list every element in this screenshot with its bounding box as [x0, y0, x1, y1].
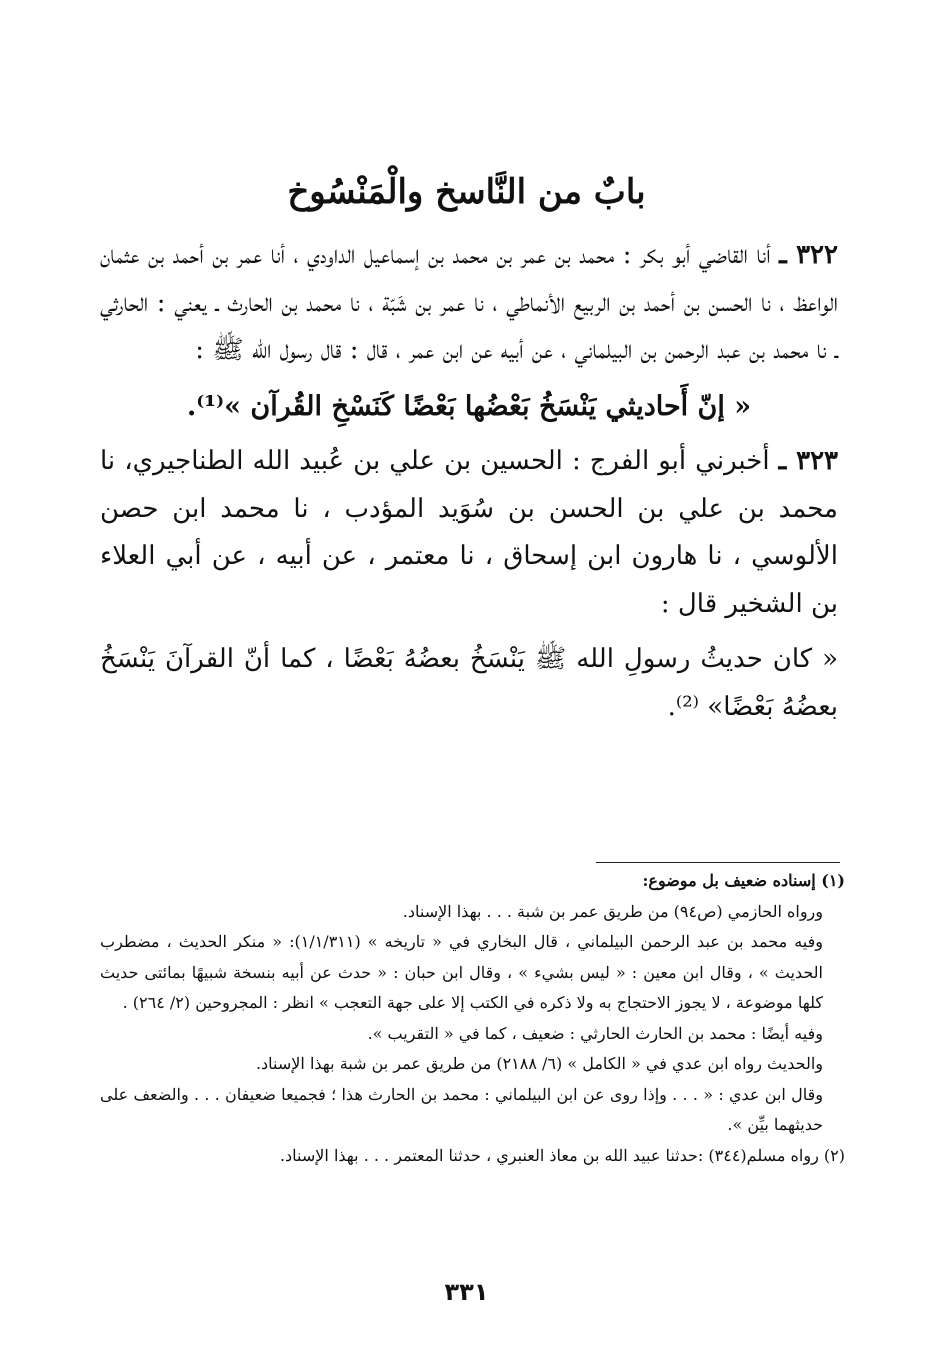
main-text	[100, 232, 838, 731]
spacer	[100, 628, 838, 636]
footnote-divider	[596, 862, 840, 863]
spacer	[100, 430, 838, 438]
footnote-1-line: ورواه الحازمي (ص٩٤) من طريق عمر بن شبة . . . بهذا الإسناد.	[402, 901, 823, 921]
footnote-1-line: وفيه أيضًا : محمد بن الحارث الحارثي : ضعيف ، كما في « التقريب ».	[367, 1023, 823, 1043]
spacer	[100, 375, 838, 383]
footnote-1-heading: (١) إسناده ضعيف بل موضوع:	[642, 871, 845, 890]
page-number: ٣٣١	[444, 1278, 489, 1306]
hadith-322-quote: « إنّ أَحاديثي يَنْسَخُ بَعْضُها بَعْضًا كَنَسْخِ القُرآن »⁽¹⁾.	[186, 390, 752, 422]
footnote-1-line: وقال ابن عدي : « . . . وإذا روى عن ابن البيلماني : محمد بن الحارث هذا ؛ فجميعا ضعيفان . . . والضعف على حديثهما بيِّن ».	[100, 1084, 823, 1134]
hadith-323-number: ٣٢٣ ـ	[778, 446, 839, 476]
hadith-323-paragraph	[100, 438, 838, 628]
footnote-1-line: وفيه محمد بن عبد الرحمن البيلماني ، قال البخاري في « تاريخه » (١/١/٣١١): « منكر الحديث ، مضطرب الحديث » ، وقال ابن معين : « ليس بشيء » ، وقال ابن حبان : « حدث عن أبيه بنسخة شبيهًا بمائتى حديث كلها موضوعة ، لا يجوز الاحتجاج به ولا ذكره في الكتب إلا على جهة التعجب » انظر : المجروحين (٢/ ٢٦٤) .	[100, 932, 824, 1012]
hadith-323-quote: « كان حديثُ رسولِ الله ﷺ يَنْسَخُ بعضُهُ بَعْضًا ، كما أنّ القرآنَ يَنْسَخُ بعضُهُ بَعْضًا» ⁽²⁾.	[100, 644, 838, 722]
footnotes	[100, 866, 845, 1171]
hadith-322-number: ٣٢٢ ـ	[779, 240, 838, 270]
chapter-title: بابٌ من النَّاسخ والْمَنْسُوخ	[287, 172, 646, 212]
hadith-322-paragraph	[100, 232, 838, 375]
hadith-322-text: أنا القاضي أبو بكر : محمد بن عمر بن محمد بن إسماعيل الداودي ، أنا عمر بن أحمد بن عثمان الواعظ ، نا الحسن بن أحمد بن الربيع الأنماطي ، نا عمر بن شَبّة ، نا محمد بن الحارث ـ يعني : الحارثي ـ نا محمد بن عبد الرحمن بن البيلماني ، عن أبيه عن ابن عمر ، قال : قال رسول الله ﷺ :	[100, 240, 838, 365]
hadith-323-text: أخبرني أبو الفرج : الحسين بن علي بن عُبيد الله الطناجيري، نا محمد بن علي بن الحسن بن سُوَيد المؤدب ، نا محمد ابن حصن الألوسي ، نا هارون ابن إسحاق ، نا معتمر ، عن أبيه ، عن أبي العلاء بن الشخير قال :	[100, 446, 838, 619]
footnote-2: (٢) رواه مسلم(٣٤٤) :حدثنا عبيد الله بن معاذ العنبري ، حدثنا المعتمر . . . بهذا الإسناد.	[279, 1145, 845, 1165]
footnote-1-line: والحديث رواه ابن عدي في « الكامل » (٦/ ٢١٨٨) من طريق عمر بن شبة بهذا الإسناد.	[255, 1054, 823, 1073]
